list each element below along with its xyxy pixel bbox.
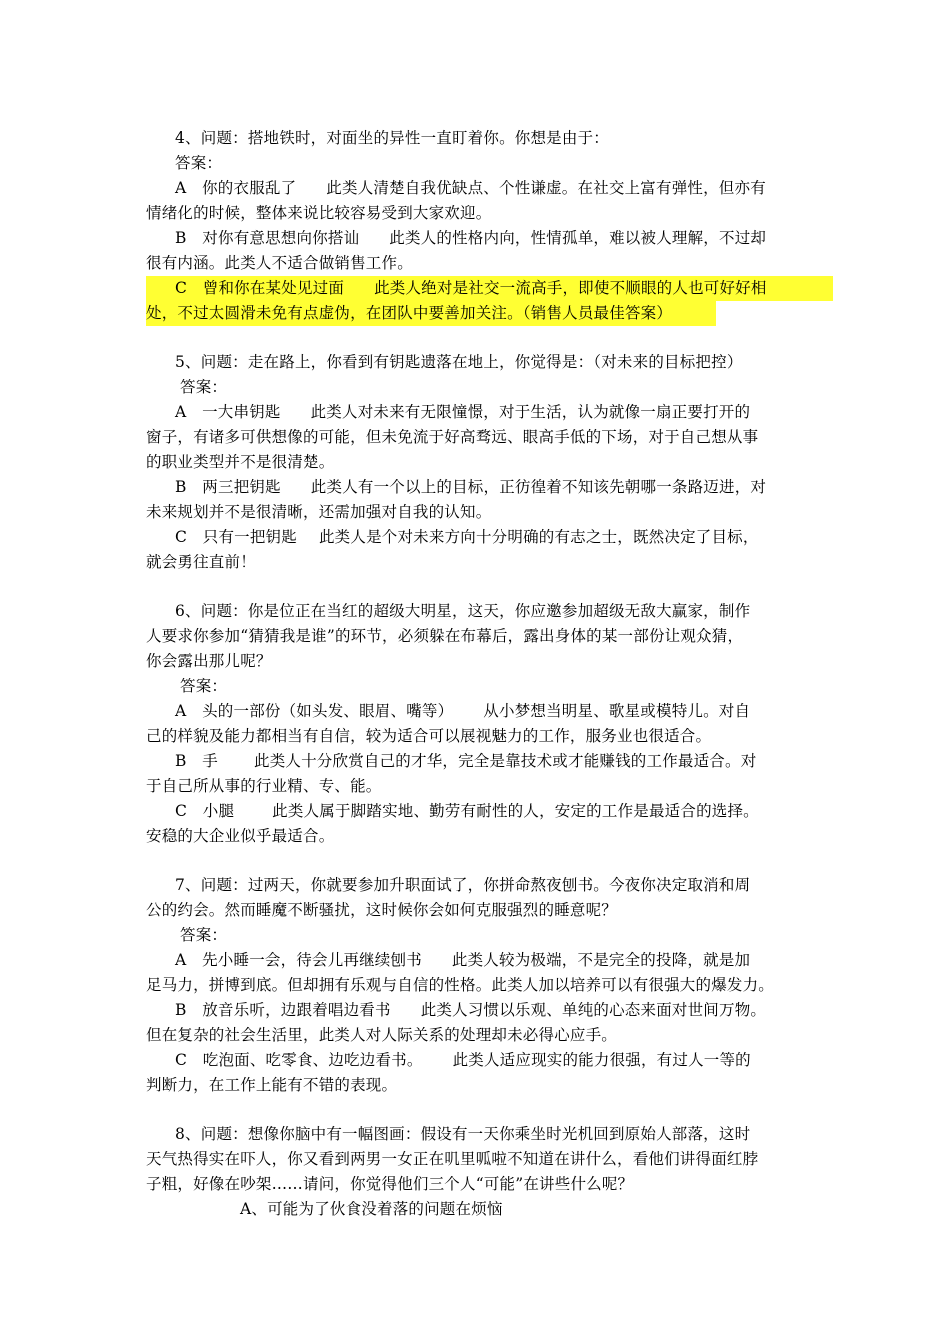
q4-option-b: [175, 226, 766, 251]
q6-b-desc-cont: 于自己所从事的行业精、专、能。: [146, 777, 382, 795]
q5-a-desc: 此类人对未来有无限憧憬，对于生活，认为就像一扇正要打开的: [310, 403, 751, 421]
q8-question-cont: 天气热得实在吓人，你又看到两男一女正在叽里呱啦不知道在讲什么，看他们讲得面红脖: [146, 1150, 759, 1168]
q7-a-option: A 先小睡一会，待会儿再继续刨书: [175, 951, 422, 969]
q7-a-desc: 此类人较为极端，不是完全的投降，就是加: [451, 951, 751, 969]
q6-b-option: B 手: [175, 752, 218, 770]
q5-option-a: [175, 400, 750, 425]
q5-question: 5、问题：走在路上，你看到有钥匙遗落在地上，你觉得是：（对未来的目标把控）: [175, 353, 743, 371]
q8-option-a: A、可能为了伙食没着落的问题在烦恼: [240, 1200, 503, 1218]
q4-c-desc-cont-highlighted: 处，不过太圆滑未免有点虚伪，在团队中要善加关注。（销售人员最佳答案）: [146, 301, 716, 326]
q6-option-a: [175, 699, 750, 724]
q7-b-desc: 此类人习惯以乐观、单纯的心态来面对世间万物。: [420, 1001, 767, 1019]
q6-c-desc-cont: 安稳的大企业似乎最适合。: [146, 827, 335, 845]
q5-a-option: A 一大串钥匙: [175, 403, 281, 421]
q4-option-a: [175, 176, 766, 201]
q7-option-a: [175, 948, 750, 973]
q8-question: 8、问题：想像你脑中有一幅图画：假设有一天你乘坐时光机回到原始人部落，这时: [175, 1125, 751, 1143]
q5-a-desc-cont2: 的职业类型并不是很清楚。: [146, 453, 335, 471]
q6-question: 6、问题：你是位正在当红的超级大明星，这天，你应邀参加超级无敌大赢家，制作: [175, 602, 751, 620]
q5-answer-label: 答案：: [180, 378, 228, 396]
q4-a-option: A 你的衣服乱了: [175, 179, 297, 197]
q7-c-desc: 此类人适应现实的能力很强，有过人一等的: [452, 1051, 751, 1069]
q6-option-b: [175, 749, 756, 774]
q4-question: 4、问题：搭地铁时，对面坐的异性一直盯着你。你想是由于：: [175, 129, 609, 147]
q4-a-desc: 此类人清楚自我优缺点、个性谦虚。在社交上富有弹性，但亦有: [326, 179, 766, 197]
q6-b-desc: 此类人十分欣赏自己的才华，完全是靠技术或才能赚钱的工作最适合。对: [254, 752, 757, 770]
q6-question-cont: 人要求你参加“猜猜我是谁”的环节，必须躲在布幕后，露出身体的某一部份让观众猜，: [146, 627, 744, 645]
q4-b-option: B 对你有意思想向你搭讪: [175, 229, 360, 247]
q4-c-option: C 曾和你在某处见过面: [175, 279, 345, 297]
q5-a-desc-cont: 窗子，有诸多可供想像的可能，但未免流于好高骛远、眼高手低的下场，对于自己想从事: [146, 428, 759, 446]
q6-a-desc-cont: 己的样貌及能力都相当有自信，较为适合可以展视魅力的工作，服务业也很适合。: [146, 727, 712, 745]
q5-c-option: C 只有一把钥匙: [175, 528, 297, 546]
q5-c-desc: 此类人是个对未来方向十分明确的有志之士，既然决定了目标，: [318, 528, 759, 546]
q5-b-desc-cont: 未来规划并不是很清晰，还需加强对自我的认知。: [146, 503, 492, 521]
q7-b-option: B 放音乐听，边跟着唱边看书: [175, 1001, 391, 1019]
q5-option-b: [175, 475, 766, 500]
q4-answer-label: 答案：: [175, 154, 223, 172]
q7-option-b: [175, 998, 766, 1023]
q4-option-c-highlighted: [146, 276, 833, 301]
q6-answer-label: 答案：: [180, 677, 228, 695]
q7-question: 7、问题：过两天，你就要参加升职面试了，你拼命熬夜刨书。今夜你决定取消和周: [175, 876, 751, 894]
q5-c-desc-cont: 就会勇往直前！: [146, 553, 256, 571]
q8-question-cont2: 子粗，好像在吵架……请问，你觉得他们三个人“可能”在讲些什么呢？: [146, 1175, 634, 1193]
q5-b-desc: 此类人有一个以上的目标，正彷徨着不知该先朝哪一条路迈进，对: [310, 478, 767, 496]
q6-a-option: A 头的一部份（如头发、眼眉、嘴等）: [175, 702, 454, 720]
q6-option-c: [175, 799, 759, 824]
q7-question-cont: 公的约会。然而睡魔不断骚扰，这时候你会如何克服强烈的睡意呢？: [146, 901, 618, 919]
q4-a-desc-cont: 情绪化的时候，整体来说比较容易受到大家欢迎。: [146, 204, 492, 222]
q6-a-desc: 从小梦想当明星、歌星或模特儿。对自: [483, 702, 751, 720]
q4-b-desc-cont: 很有内涵。此类人不适合做销售工作。: [146, 254, 413, 272]
q6-c-option: C 小腿: [175, 802, 235, 820]
q7-a-desc-cont: 足马力，拼博到底。但却拥有乐观与自信的性格。此类人加以培养可以有很强大的爆发力。: [146, 976, 775, 994]
q4-b-desc: 此类人的性格内向，性情孤单，难以被人理解，不过却: [389, 229, 767, 247]
q6-c-desc: 此类人属于脚踏实地、勤劳有耐性的人，安定的工作是最适合的选择。: [272, 802, 759, 820]
q7-answer-label: 答案：: [180, 926, 228, 944]
q6-question-cont2: 你会露出那儿呢？: [146, 652, 272, 670]
q5-b-option: B 两三把钥匙: [175, 478, 281, 496]
q5-option-c: [175, 525, 759, 550]
q7-c-desc-cont: 判断力，在工作上能有不错的表现。: [146, 1076, 398, 1094]
q7-b-desc-cont: 但在复杂的社会生活里，此类人对人际关系的处理却未必得心应手。: [146, 1026, 618, 1044]
q7-c-option: C 吃泡面、吃零食、边吃边看书。: [175, 1051, 423, 1069]
q4-c-desc: 此类人绝对是社交一流高手，即使不顺眼的人也可好好相: [374, 279, 767, 297]
q7-option-c: [175, 1048, 751, 1073]
